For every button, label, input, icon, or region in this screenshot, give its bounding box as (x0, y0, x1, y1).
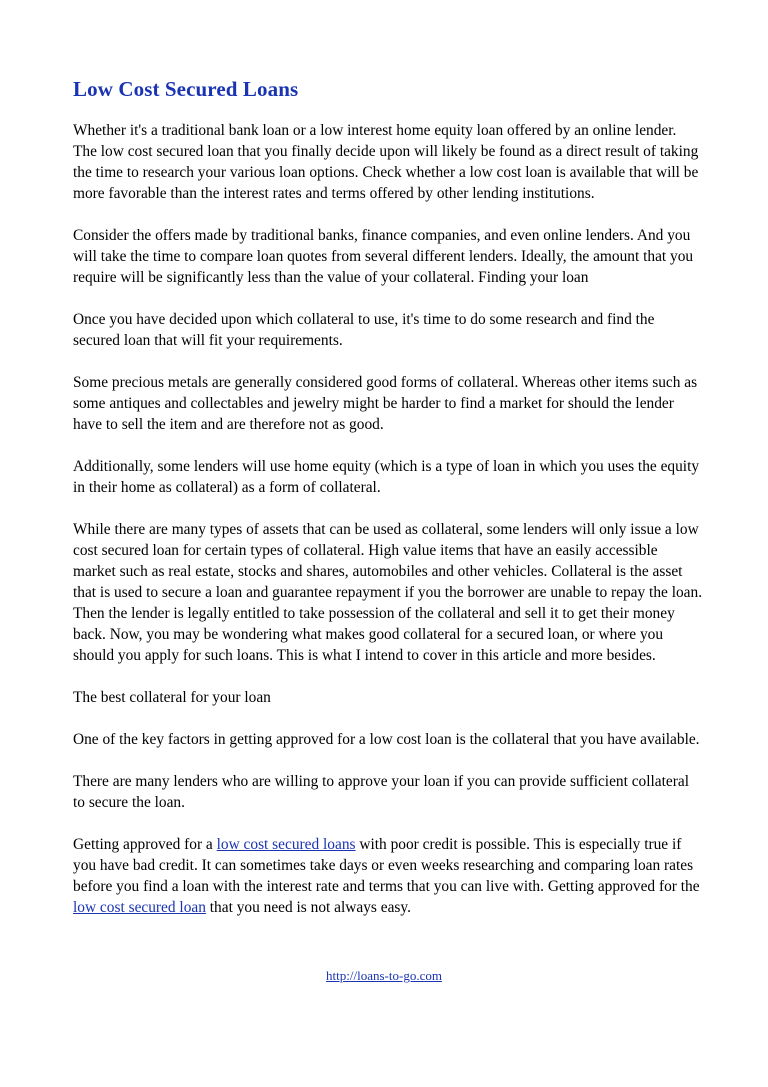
last-paragraph-text-3: that you need is not always easy. (205, 899, 411, 916)
paragraph-2: Consider the offers made by traditional banks, finance companies, and even online lenders. And you will take the time to compare loan quotes from several different lenders. Ideally, the amount that you require will be significantly less than the value of your collateral. Finding your loan (73, 227, 694, 286)
section-heading-best-collateral: The best collateral for your loan (73, 689, 271, 706)
low-cost-secured-loan-link[interactable]: low cost secured loan (73, 899, 206, 916)
paragraph-6: While there are many types of assets that can be used as collateral, some lenders will only issue a low cost secured loan for certain types of collateral. High value items that have an easily accessible market such as real estate, stocks and shares, automobiles and other vehicles. Collateral is the asset that is used to secure a loan and guarantee repayment if you the borrower are unable to repay the loan. Then the lender is legally entitled to take possession of the collateral and sell it to get their money back. Now, you may be wondering what makes good collateral for a secured loan, or where you should you apply for such loans. This is what I intend to cover in this article and more besides. (73, 521, 703, 664)
article-body (73, 74, 703, 939)
page-footer (0, 967, 768, 985)
paragraph-8: There are many lenders who are willing to approve your loan if you can provide sufficient collateral to secure the loan. (73, 773, 689, 811)
footer-url-link[interactable]: http://loans-to-go.com (326, 968, 442, 983)
low-cost-secured-loans-link[interactable]: low cost secured loans (216, 836, 356, 853)
paragraph-5: Additionally, some lenders will use home equity (which is a type of loan in which you uses the equity in their home as collateral) as a form of collateral. (73, 458, 700, 496)
paragraph-4: Some precious metals are generally considered good forms of collateral. Whereas other items such as some antiques and collectables and jewelry might be harder to find a market for should the lender have to sell the item and are therefore not as good. (73, 374, 698, 433)
page-title: Low Cost Secured Loans (73, 77, 299, 101)
last-paragraph-text-1: Getting approved for a (73, 836, 217, 853)
paragraph-7: One of the key factors in getting approved for a low cost loan is the collateral that you have available. (73, 731, 700, 748)
paragraph-1: Whether it's a traditional bank loan or a low interest home equity loan offered by an online lender. The low cost secured loan that you finally decide upon will likely be found as a direct result of taking the time to research your various loan options. Check whether a low cost loan is available that will be more favorable than the interest rates and terms offered by other lending institutions. (73, 122, 699, 202)
paragraph-last (73, 834, 703, 918)
last-paragraph-text-2: with poor credit is possible. This is especially true if you have bad credit. It can sometimes take days or even weeks researching and comparing loan rates before you find a loan with the interest rate and terms that you can live with. Getting approved for the (73, 836, 700, 895)
paragraph-3: Once you have decided upon which collateral to use, it's time to do some research and find the secured loan that will fit your requirements. (73, 311, 655, 349)
